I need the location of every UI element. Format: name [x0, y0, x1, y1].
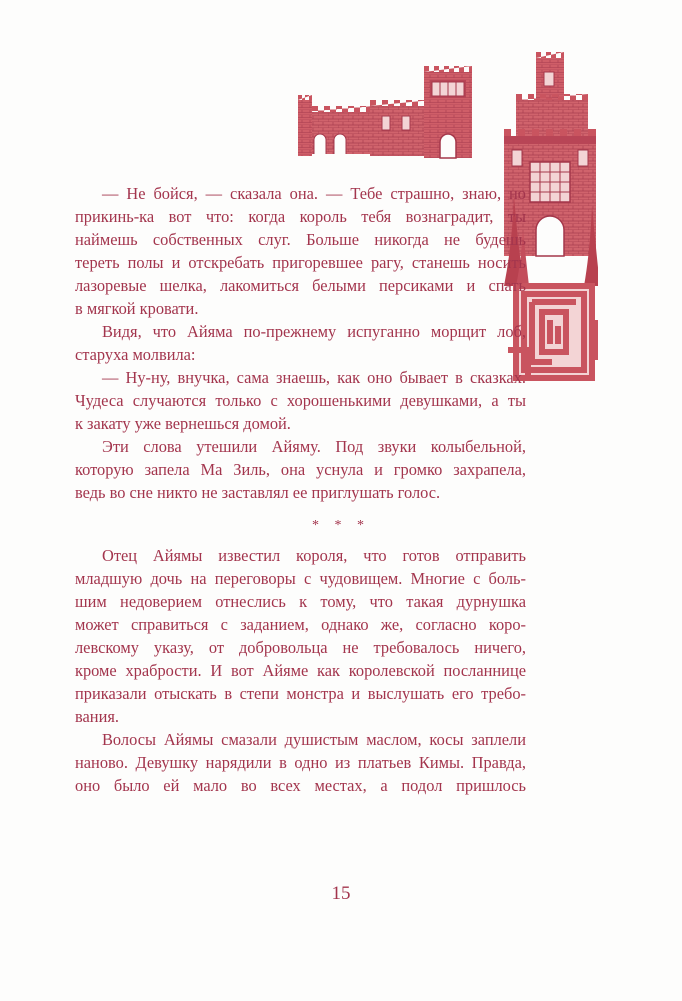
text-line: в мягкой кровати.	[75, 299, 199, 318]
text-line: к закату уже вернешься домой.	[75, 414, 291, 433]
text-line: вания.	[75, 707, 119, 726]
text-line: Волосы Айямы смазали душистым маслом, косы заплели	[102, 730, 526, 749]
text-line: приказали отыскать в степи монстра и выслушать его требо-	[75, 684, 526, 703]
text-line: которую запела Ма Зиль, она уснула и громко захрапела,	[75, 460, 526, 479]
text-line: старуха молвила:	[75, 345, 196, 364]
text-line: может справиться с заданием, однако же, согласно коро-	[75, 615, 526, 634]
text-line: кроме храбрости. И вот Айяме как королевской посланнице	[75, 661, 526, 680]
page-number: 15	[331, 883, 351, 904]
left-wall	[298, 95, 374, 156]
text-line: оно было ей мало во всех местах, а подол пришлось	[75, 776, 526, 795]
text-line: лазоревые шелка, лакомиться белыми персиками и спать	[75, 276, 526, 295]
text-line: Видя, что Айяма по-прежнему испуганно морщит лоб,	[102, 322, 526, 341]
text-line: ведь во сне никто не заставлял ее приглушать голос.	[75, 483, 441, 502]
text-line: левскому указу, от добровольца не требовалось ничего,	[75, 638, 526, 657]
text-line: — Ну-ну, внучка, сама знаешь, как оно бывает в сказках.	[102, 368, 526, 387]
text-line: Отец Айямы известил короля, что готов отправить	[102, 546, 526, 565]
text-line: тереть полы и отскребать пригоревшее рагу, станешь носить	[75, 253, 526, 272]
gatehouse	[370, 66, 472, 158]
text-line: — Не бойся, — сказала она. — Тебе страшно, знаю, но	[102, 184, 526, 203]
text-line: наново. Девушку нарядили в одно из платьев Кимы. Правда,	[75, 753, 526, 772]
text-line: Чудеса случаются только с хорошенькими девушками, а ты	[75, 391, 526, 410]
text-line: младшую дочь на переговоры с чудовищем. Многие с боль-	[75, 569, 526, 588]
text-line: шим недоверием отнеслись к тому, что такая дурнушка	[75, 592, 526, 611]
text-line: прикинь-ка вот что: когда король тебя вознаградит, ты	[75, 207, 526, 226]
text-line: наймешь собственных слуг. Больше никогда не будешь	[75, 230, 526, 249]
text-line: Эти слова утешили Айяму. Под звуки колыбельной,	[102, 437, 526, 456]
section-separator: * * *	[312, 518, 370, 533]
